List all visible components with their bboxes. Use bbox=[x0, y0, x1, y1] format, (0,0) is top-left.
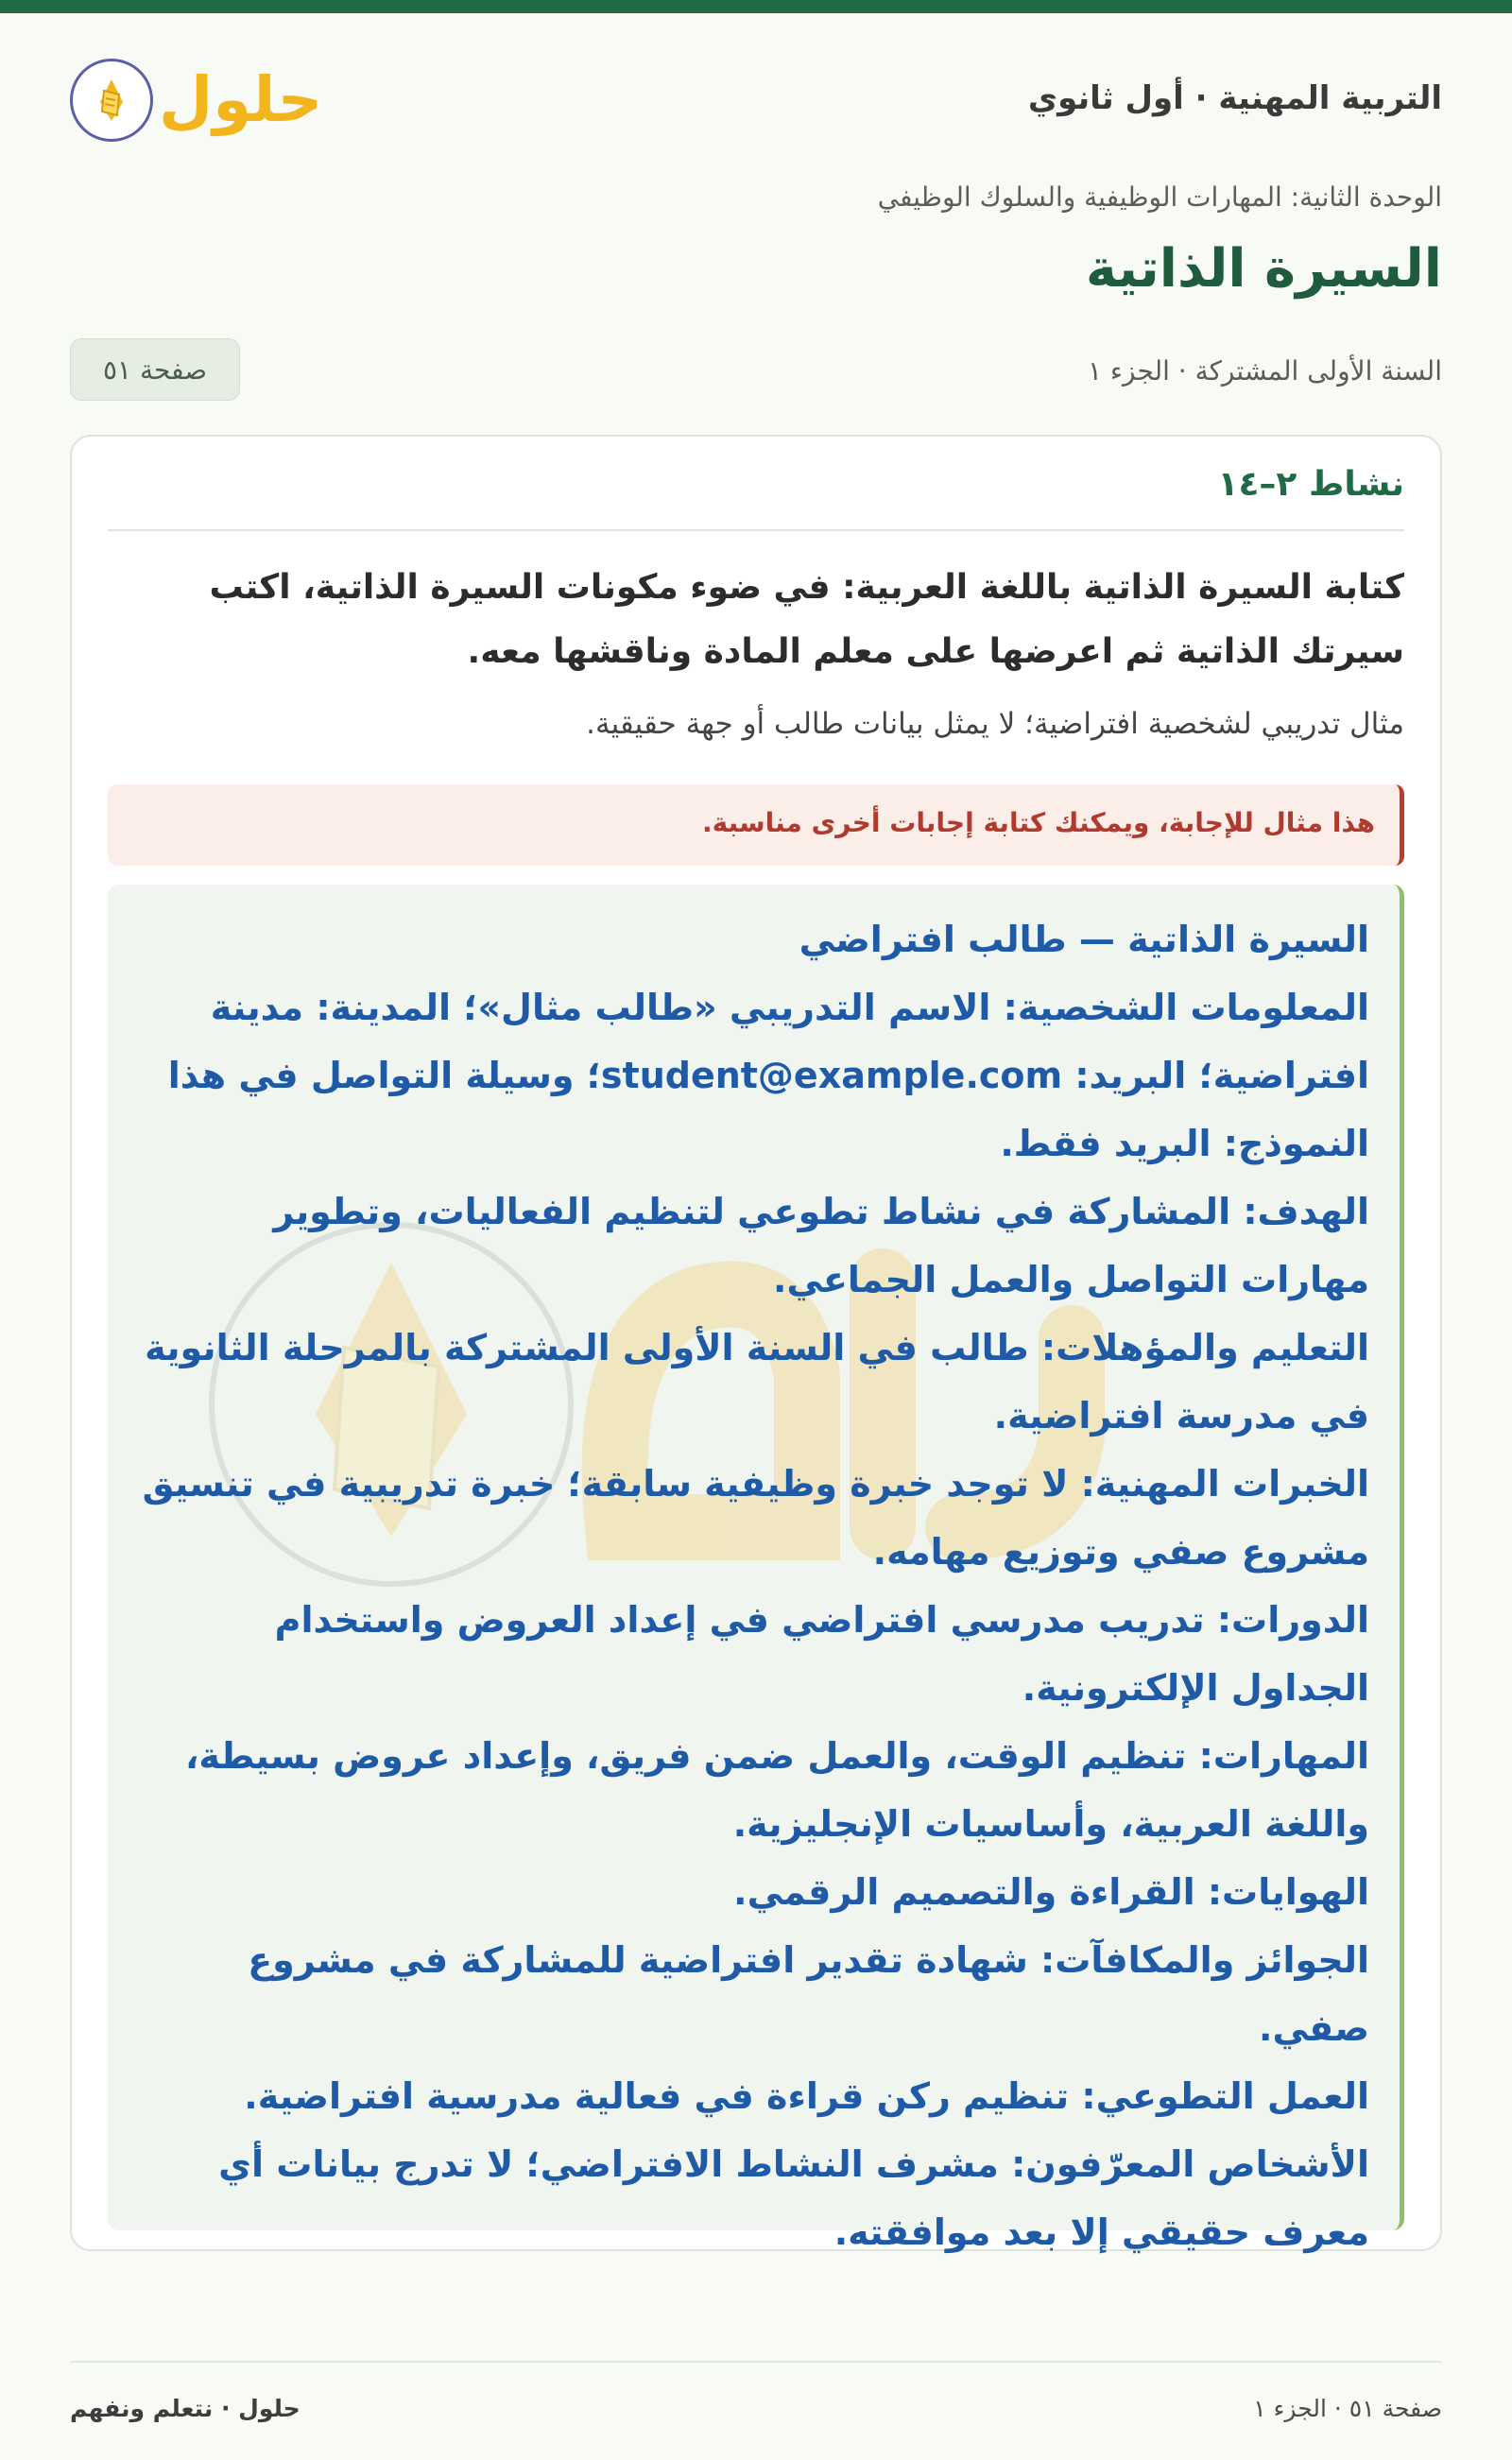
brand-logo[interactable] bbox=[70, 59, 322, 142]
answer-item-courses: الدورات: تدريب مدرسي افتراضي في إعداد العروض واستخدام الجداول الإلكترونية. bbox=[274, 1599, 1369, 1709]
card-divider bbox=[108, 529, 1404, 531]
footer-brand: حلول · نتعلم ونفهم bbox=[70, 2395, 301, 2422]
answer-item-skills: المهارات: تنظيم الوقت، والعمل ضمن فريق، وإعداد عروض بسيطة، واللغة العربية، وأساسيات الإنجليزية. bbox=[185, 1735, 1369, 1845]
answer-alert bbox=[108, 784, 1404, 866]
answer-heading: السيرة الذاتية — طالب افتراضي bbox=[799, 919, 1369, 960]
page-footer bbox=[70, 2361, 1442, 2422]
activity-card bbox=[70, 435, 1442, 2251]
answer-item-goal: الهدف: المشاركة في نشاط تطوعي لتنظيم الفعاليات، وتطوير مهارات التواصل والعمل الجماعي. bbox=[273, 1191, 1369, 1300]
activity-label: نشاط ٢–١٤ bbox=[1217, 465, 1404, 504]
page-header bbox=[70, 59, 1442, 163]
footer-page-info: صفحة ٥١ · الجزء ١ bbox=[1253, 2395, 1442, 2422]
alert-text: هذا مثال للإجابة، ويمكنك كتابة إجابات أخرى مناسبة. bbox=[702, 807, 1375, 838]
answer-item-volunteer: العمل التطوعي: تنظيم ركن قراءة في فعالية مدرسية افتراضية. bbox=[244, 2075, 1369, 2117]
answer-lines bbox=[138, 905, 1369, 2266]
page-badge: صفحة ٥١ bbox=[70, 338, 240, 401]
answer-item-hobbies: الهوايات: القراءة والتصميم الرقمي. bbox=[733, 1871, 1369, 1913]
answer-item-awards: الجوائز والمكافآت: شهادة تقدير افتراضية للمشاركة في مشروع صفي. bbox=[248, 1939, 1369, 2049]
answer-item-education: التعليم والمؤهلات: طالب في السنة الأولى المشتركة بالمرحلة الثانوية في مدرسة افتراضية. bbox=[145, 1327, 1369, 1436]
page-title: السيرة الذاتية bbox=[1085, 238, 1442, 300]
book-emblem-icon bbox=[70, 59, 153, 142]
answer-item-references: الأشخاص المعرّفون: مشرف النشاط الافتراضي؛ لا تدرج بيانات أي معرف حقيقي إلا بعد موافقته. bbox=[218, 2143, 1369, 2253]
activity-note: مثال تدريبي لشخصية افتراضية؛ لا يمثل بيانات طالب أو جهة حقيقية. bbox=[586, 707, 1404, 741]
answer-box bbox=[108, 885, 1404, 2253]
subject-title: التربية المهنية · أول ثانوي bbox=[1027, 79, 1442, 117]
grade-part-label: السنة الأولى المشتركة · الجزء ١ bbox=[1087, 355, 1442, 387]
activity-instruction: كتابة السيرة الذاتية باللغة العربية: في ضوء مكونات السيرة الذاتية، اكتب سيرتك الذاتية ثم اعرضها على معلم المادة وناقشها معه. bbox=[209, 568, 1404, 671]
answer-item-experience: الخبرات المهنية: لا توجد خبرة وظيفية سابقة؛ خبرة تدريبية في تنسيق مشروع صفي وتوزيع مهامه. bbox=[142, 1463, 1369, 1573]
top-accent-bar bbox=[0, 0, 1512, 13]
unit-breadcrumb: الوحدة الثانية: المهارات الوظيفية والسلوك الوظيفي bbox=[877, 181, 1442, 213]
answer-item-personal: المعلومات الشخصية: الاسم التدريبي «طالب مثال»؛ المدينة: مدينة افتراضية؛ البريد: student@example.com؛ وسيلة التواصل في هذا النموذج: البريد فقط. bbox=[167, 987, 1369, 1164]
brand-wordmark: حلول bbox=[159, 63, 323, 136]
meta-row bbox=[70, 338, 1442, 401]
